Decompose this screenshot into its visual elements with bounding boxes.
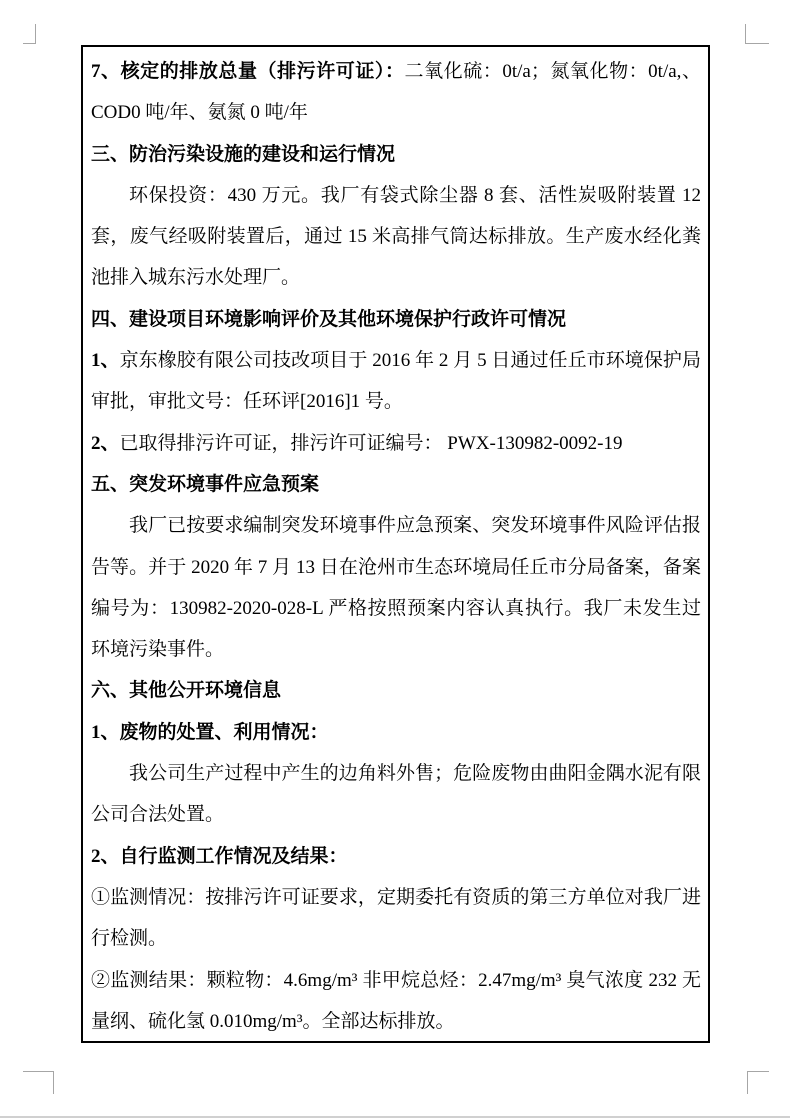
bold-text-run: 三、防治污染设施的建设和运行情况 — [91, 143, 396, 165]
text-run: 我厂已按要求编制突发环境事件应急预案、突发环境事件风险评估报告等。并于 2020 年 7 月 13 日在沧州市生态环境局任丘市分局备案，备案编号为：130982-2020-028-L 严格按照预案内容认真执行。我厂未发生过环境污染事件。 — [91, 515, 701, 661]
page-edge-line — [0, 1116, 790, 1118]
paragraph — [91, 423, 701, 464]
bold-text-run: 2、 — [91, 432, 120, 454]
paragraph — [91, 670, 701, 711]
paragraph — [91, 299, 701, 340]
paragraph — [91, 134, 701, 175]
bold-text-run: 1、 — [91, 350, 120, 372]
bold-text-run: 六、其他公开环境信息 — [91, 680, 282, 702]
paragraph — [91, 960, 701, 1043]
crop-mark-bottom-left — [23, 1071, 54, 1094]
report-table-cell — [81, 45, 710, 1043]
bold-text-run: 7、核定的排放总量（排污许可证）： — [91, 61, 405, 82]
bold-text-run: 五、突发环境事件应急预案 — [91, 473, 320, 495]
text-run: 已取得排污许可证，排污许可证编号： PWX-130982-0092-19 — [119, 432, 623, 454]
text-run: 二氧化硫：0t/a；氮氧化物：0t/a,、COD0 吨/年、氨氮 0 吨/年 — [91, 61, 701, 124]
paragraph — [91, 753, 701, 836]
paragraph — [91, 464, 701, 505]
text-run: 我公司生产过程中产生的边角料外售；危险废物由曲阳金隅水泥有限公司合法处置。 — [91, 763, 701, 826]
paragraph — [91, 340, 701, 423]
bold-text-run: 2、自行监测工作情况及结果： — [91, 845, 348, 867]
paragraph — [91, 505, 701, 670]
text-run: ②监测结果：颗粒物：4.6mg/m³ 非甲烷总烃：2.47mg/m³ 臭气浓度 232 无量纲、硫化氢 0.010mg/m³。全部达标排放。 — [91, 969, 701, 1032]
paragraph — [91, 175, 701, 299]
paragraph — [91, 836, 701, 877]
text-run: 京东橡胶有限公司技改项目于 2016 年 2 月 5 日通过任丘市环境保护局审批，审批文号：任环评[2016]1 号。 — [91, 350, 701, 413]
paragraph — [91, 712, 701, 753]
bold-text-run: 1、废物的处置、利用情况： — [91, 721, 329, 743]
paragraph — [91, 51, 701, 134]
crop-mark-top-left — [23, 24, 36, 44]
crop-mark-bottom-right — [747, 1071, 769, 1094]
text-run: ①监测情况：按排污许可证要求，定期委托有资质的第三方单位对我厂进行检测。 — [91, 886, 701, 950]
crop-mark-top-right — [745, 24, 769, 44]
paragraph — [91, 877, 701, 960]
bold-text-run: 四、建设项目环境影响评价及其他环境保护行政许可情况 — [91, 308, 567, 330]
text-run: 环保投资：430 万元。我厂有袋式除尘器 8 套、活性炭吸附装置 12 套，废气经吸附装置后，通过 15 米高排气筒达标排放。生产废水经化粪池排入城东污水处理厂。 — [91, 184, 701, 289]
